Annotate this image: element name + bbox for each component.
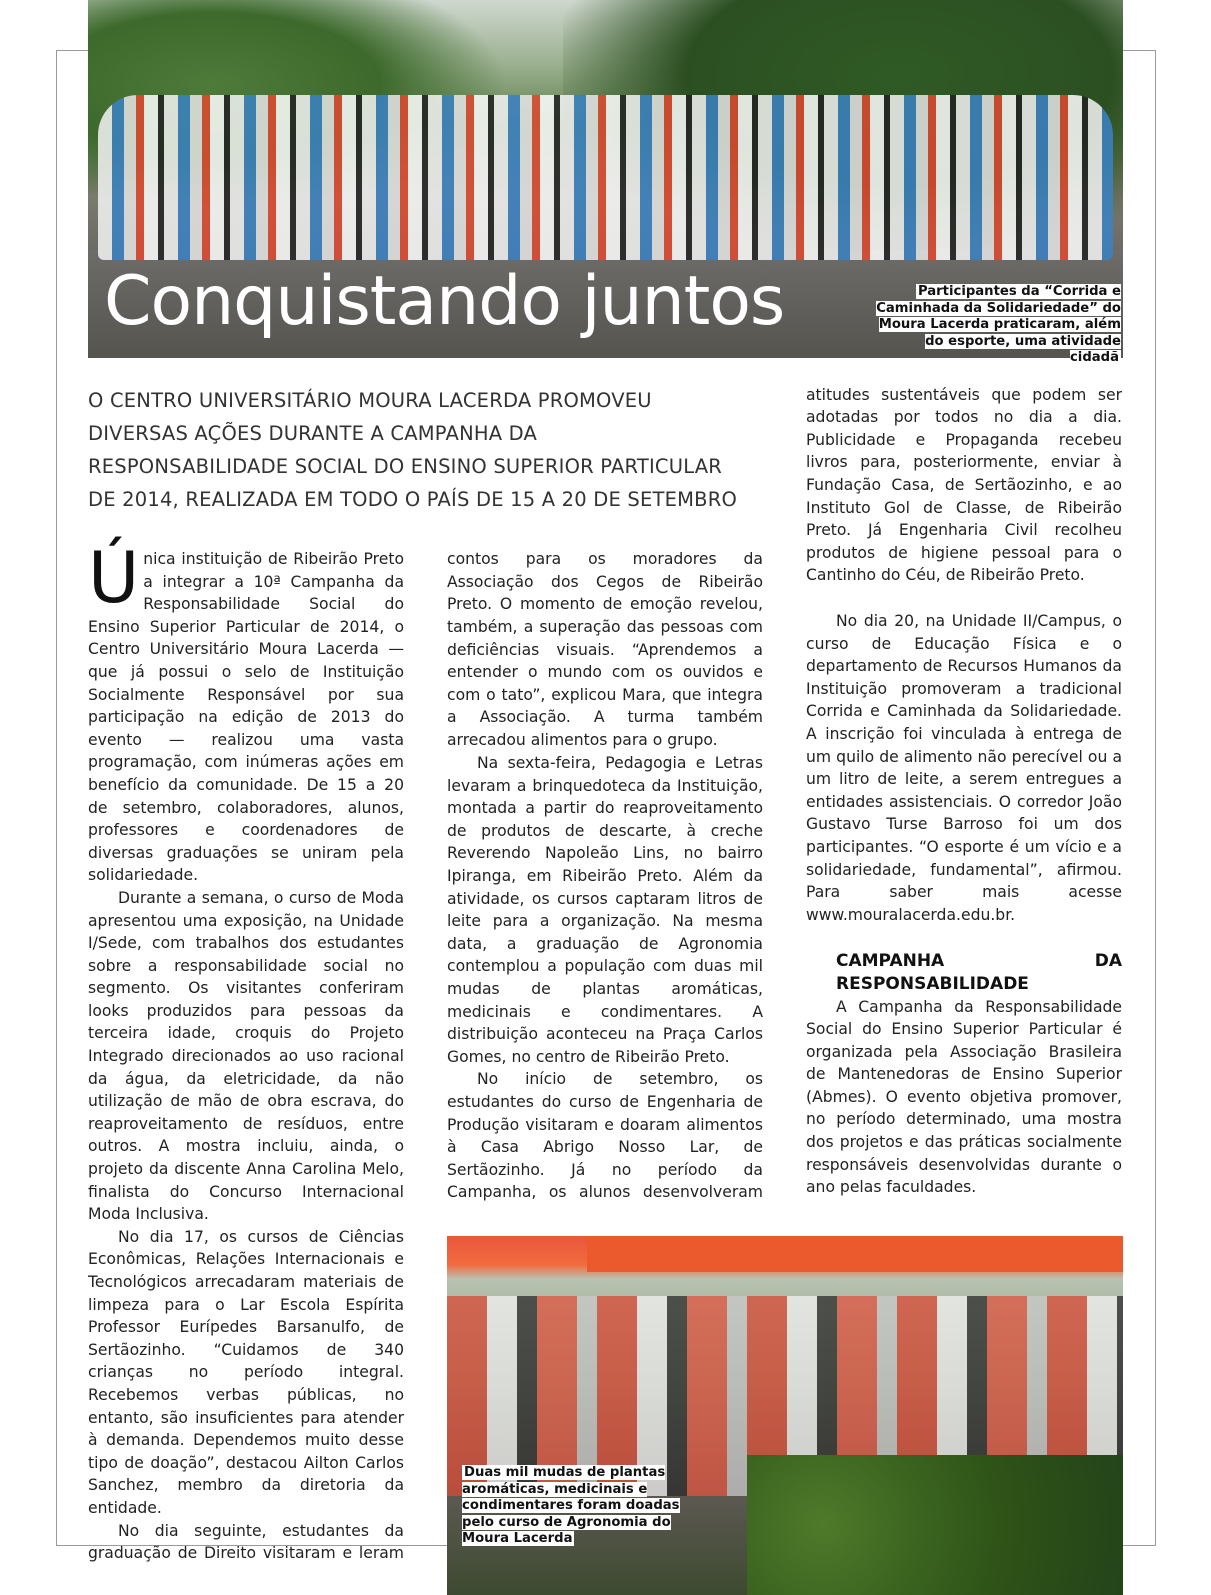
article-column-3 xyxy=(806,384,1122,1199)
page-border-left xyxy=(56,50,57,1545)
paragraph-6-continued: atitudes sustentáveis que podem ser adotadas por todos no dia a dia. Publicidade e Propaganda recebeu livros para, posteriormente, enviar à Fundação Casa, de Sertãozinho, e ao Instituto Gol de Classe, de Ribeirão Preto. Já Engenharia Civil recolheu produtos de higiene pessoal para o Cantinho do Céu, de Ribeirão Preto. xyxy=(806,385,1122,585)
page-border-top-right xyxy=(1123,50,1156,51)
section-subheading: CAMPANHA DA RESPONSABILIDADE xyxy=(836,951,1122,994)
paragraph-2: Durante a semana, o curso de Moda apresentou uma exposição, na Unidade I/Sede, com trabalhos dos estudantes sobre a responsabilidade social no segmento. Os visitantes conferiram looks produzidos para pessoas da terceira idade, croquis do Projeto Integrado direcionados ao uso racional da água, da eletricidade, da não utilização de mão de obra escrava, do reaproveitamento de resíduos, entre outros. A mostra incluiu, ainda, o projeto da discente Anna Carolina Melo, finalista do Concurso Internacional Moda Inclusiva. xyxy=(88,888,404,1224)
paragraph-5: Na sexta-feira, Pedagogia e Letras levaram a brinquedoteca da Instituição, montada a partir do reaproveitamento de produtos de descarte, à creche Reverendo Napoleão Lins, no bairro Ipiranga, em Ribeirão Preto. Além da atividade, os cursos captaram litros de leite para a organização. Na mesma data, a graduação de Agronomia contemplou a população com duas mil mudas de plantas aromáticas, medicinais e condimentares. A distribuição aconteceu na Praça Carlos Gomes, no centro de Ribeirão Preto. xyxy=(447,754,763,1066)
page-border-top-left xyxy=(56,50,88,51)
paragraph-7: No dia 20, na Unidade II/Campus, o curso de Educação Física e o departamento de Recursos Humanos da Instituição promoveram a tradicional Corrida e Caminhada da Solidariedade. A inscrição foi vinculada à entrega de um quilo de alimento não perecível ou a um litro de leite, a serem entregues a entidades assistenciais. O corredor João Gustavo Turse Barroso foi um dos participantes. “O esporte é um vício e a solidariedade, fundamental”, afirmou. Para saber mais acesse www.mouralacerda.edu.br. xyxy=(806,612,1122,924)
paragraph-3: No dia 17, os cursos de Ciências Econômicas, Relações Internacionais e Tecnológicos arrecadaram materiais de limpeza para o Lar Escola Espírita Professor Eurípedes Barsanulfo, de Sertãozinho. “Cuidamos de 340 crianças no período integral. Recebemos verbas públicas, no entanto, são insuficientes para atender à demanda. Dependemos muito desse tipo de doação”, destacou Ailton Carlos Sanchez, membro da diretoria da entidade. xyxy=(88,1227,404,1517)
photo-plants xyxy=(747,1455,1123,1595)
paragraph-4: No dia seguinte, estudantes da graduação de Direito visitaram e leram xyxy=(88,1521,404,1563)
drop-cap: Ú xyxy=(88,537,140,619)
article-lead: O CENTRO UNIVERSITÁRIO MOURA LACERDA PROMOVEU DIVERSAS AÇÕES DURANTE A CAMPANHA DA RESPONSABILIDADE SOCIAL DO ENSINO SUPERIOR PARTICULAR DE 2014, REALIZADA EM TODO O PAÍS DE 15 A 20 DE SETEMBRO xyxy=(88,389,738,511)
page-title: Conquistando juntos xyxy=(104,262,785,341)
article-column-2 xyxy=(447,548,763,1204)
agronomy-photo-caption: Duas mil mudas de plantas aromáticas, medicinais e condimentares foram doadas pelo curso de Agronomia do Moura Lacerda xyxy=(462,1465,680,1546)
hero-crowd xyxy=(98,95,1113,260)
article-column-1 xyxy=(88,537,404,1565)
page-border-right xyxy=(1155,50,1156,1545)
paragraph-4-continued: contos para os moradores da Associação dos Cegos de Ribeirão Preto. O momento de emoção revelou, também, a superação das pessoas com deficiências visuais. “Aprendemos a entender o mundo com os ouvidos e com o tato”, explicou Mara, que integra a Associação. A turma também arrecadou alimentos para o grupo. xyxy=(447,550,763,749)
paragraph-1: Única instituição de Ribeirão Preto a integrar a 10ª Campanha da Responsabilidade Social do Ensino Superior Particular de 2014, o Centro Universitário Moura Lacerda — que já possui o selo de Instituição Socialmente Responsável por sua participação na edição de 2013 do evento — realizou uma vasta programação, com inúmeras ações em benefício da comunidade. De 15 a 20 de setembro, colaboradores, alunos, professores e coordenadores de diversas graduações se uniram pela solidariedade. xyxy=(88,537,404,885)
paragraph-6: No início de setembro, os estudantes do curso de Engenharia de Produção visitaram e doaram alimentos à Casa Abrigo Nosso Lar, de Sertãozinho. Já no período da Campanha, os alunos desenvolveram xyxy=(447,1070,763,1202)
paragraph-8: A Campanha da Responsabilidade Social do Ensino Superior Particular é organizada pela Associação Brasileira de Mantenedoras de Ensino Superior (Abmes). O evento objetiva promover, no período determinado, uma mostra dos projetos e das práticas socialmente responsáveis desenvolvidas durante o ano pelas faculdades. xyxy=(806,997,1122,1197)
hero-photo-caption: Participantes da “Corrida e Caminhada da Solidariedade” do Moura Lacerda praticaram, além do esporte, uma atividade cidadã xyxy=(876,284,1121,365)
page-border-bottom-right xyxy=(1123,1545,1156,1546)
photo-tent xyxy=(587,1236,1123,1272)
